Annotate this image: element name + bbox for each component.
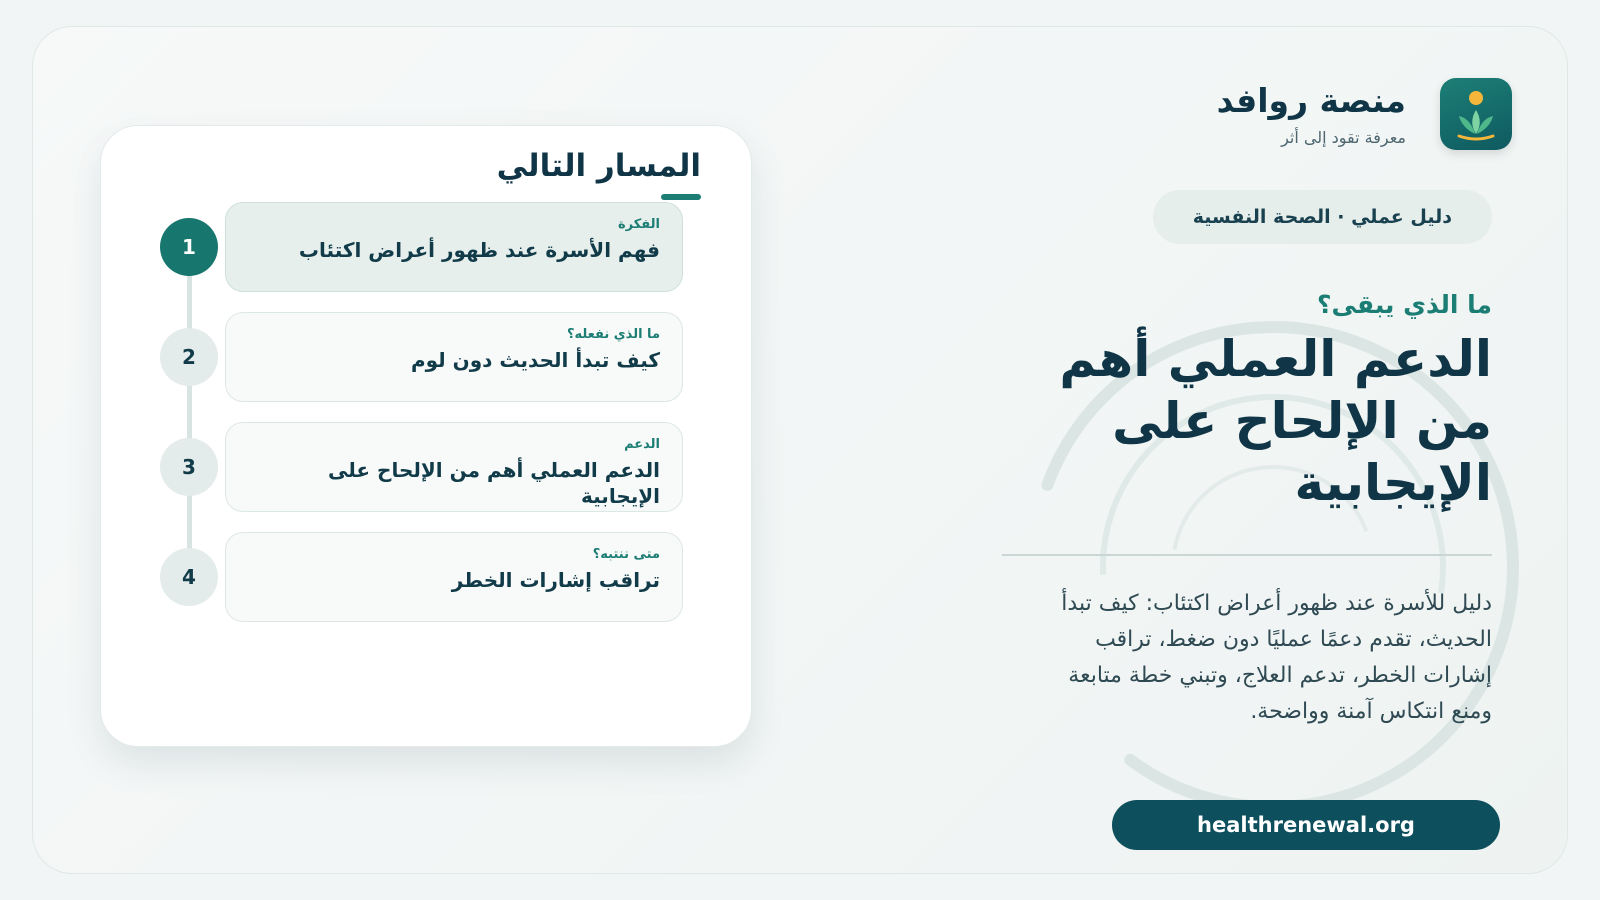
path-step-1[interactable]	[101, 202, 751, 292]
step-number: 1	[160, 218, 218, 276]
brand-header	[1217, 78, 1512, 150]
lotus-sun-icon	[1440, 78, 1512, 150]
brand-tagline: معرفة تقود إلى أثر	[1281, 128, 1406, 148]
title-underline	[661, 194, 701, 200]
step-label: الدعم	[624, 437, 660, 452]
step-number: 2	[160, 328, 218, 386]
step-text: كيف تبدأ الحديث دون لوم	[410, 348, 660, 372]
site-url-button[interactable]: healthrenewal.org	[1112, 800, 1500, 850]
step-box[interactable]	[225, 422, 683, 512]
page-title: الدعم العملي أهم من الإلحاح على الإيجابية	[1059, 330, 1492, 512]
summary-text: دليل للأسرة عند ظهور أعراض اكتئاب: كيف تبدأ الحديث، تقدم دعمًا عمليًا دون ضغط، تراقب إشارات الخطر، تدعم العلاج، وتبني خطة متابعة ومنع انتكاس آمنة وواضحة.	[1061, 591, 1492, 724]
path-step-3[interactable]	[101, 422, 751, 512]
kicker-text: ما الذي يبقى؟	[1317, 290, 1492, 319]
path-step-4[interactable]	[101, 532, 751, 622]
path-card	[100, 125, 752, 747]
brand-name: منصة روافد	[1216, 80, 1406, 120]
step-label: الفكرة	[617, 217, 660, 232]
step-text: الدعم العملي أهم من الإلحاح على الإيجابية	[328, 458, 660, 508]
step-label: متى ننتبه؟	[592, 547, 660, 562]
step-box[interactable]	[225, 202, 683, 292]
category-badge: دليل عملي · الصحة النفسية	[1153, 190, 1492, 244]
step-text: تراقب إشارات الخطر	[451, 568, 660, 592]
step-box[interactable]	[225, 532, 683, 622]
divider	[1002, 554, 1492, 556]
step-label: ما الذي نفعله؟	[566, 327, 660, 342]
step-number: 3	[160, 438, 218, 496]
path-step-2[interactable]	[101, 312, 751, 402]
step-box[interactable]	[225, 312, 683, 402]
step-text: فهم الأسرة عند ظهور أعراض اكتئاب	[298, 238, 660, 262]
path-title: المسار التالي	[496, 148, 701, 184]
step-number: 4	[160, 548, 218, 606]
